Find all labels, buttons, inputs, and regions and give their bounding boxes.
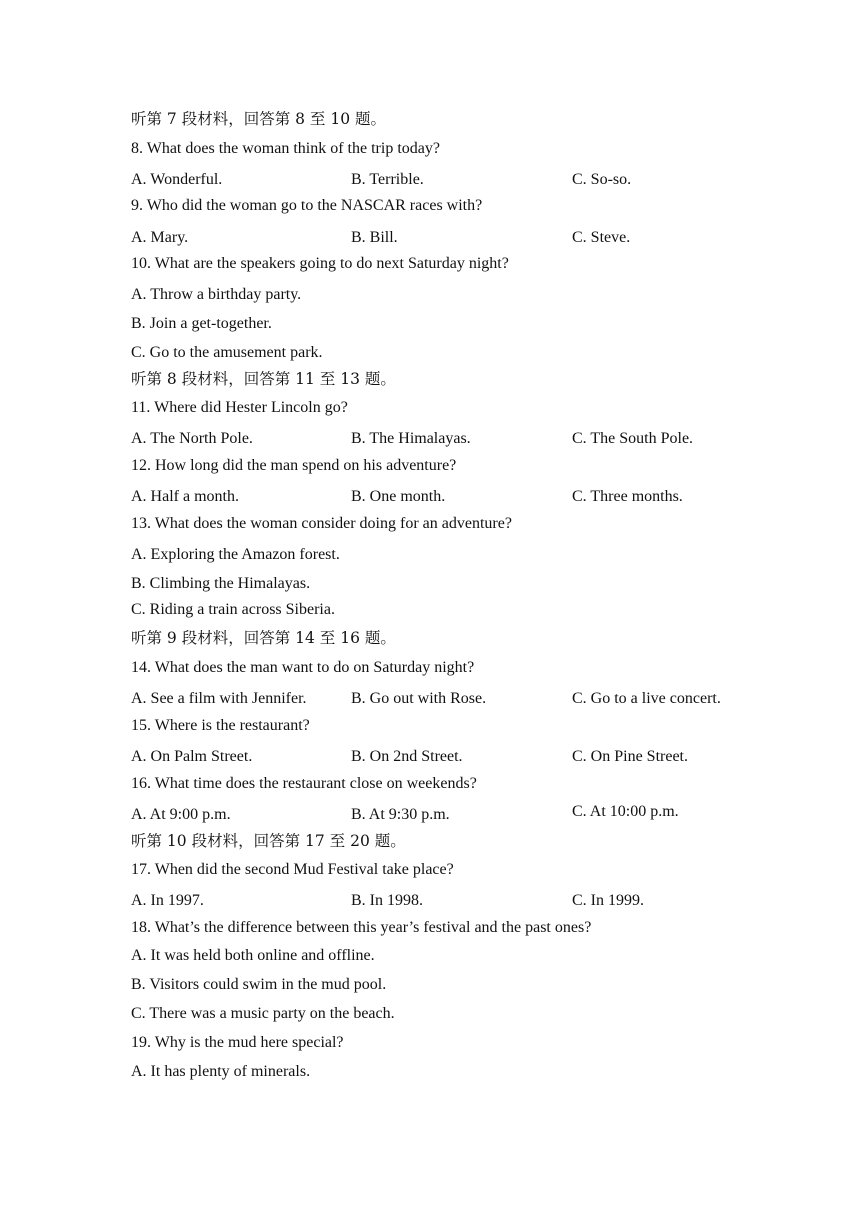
question-stem: 13. What does the woman consider doing for an adventure? [131, 515, 512, 532]
option-a: A. It was held both online and offline. [131, 947, 375, 964]
option-b: B. Climbing the Himalayas. [131, 575, 311, 592]
option-a: A. Half a month. [131, 488, 239, 505]
section-heading: 听第 9 段材料，回答第 14 至 16 题。 [131, 629, 396, 647]
question-stem: 8. What does the woman think of the trip today? [131, 140, 440, 157]
question-stem: 14. What does the man want to do on Saturday night? [131, 659, 475, 676]
option-c: C. Riding a train across Siberia. [131, 601, 335, 618]
question-stem: 18. What’s the difference between this year’s festival and the past ones? [131, 919, 592, 936]
option-a: A. Mary. [131, 229, 189, 246]
option-c: C. Steve. [572, 229, 631, 246]
question-stem: 10. What are the speakers going to do next Saturday night? [131, 255, 509, 272]
option-a: A. Throw a birthday party. [131, 286, 302, 303]
option-b: B. On 2nd Street. [351, 748, 463, 765]
option-b: B. Go out with Rose. [351, 690, 487, 707]
option-c: C. There was a music party on the beach. [131, 1005, 395, 1022]
question-stem: 19. Why is the mud here special? [131, 1034, 344, 1051]
option-b: B. Visitors could swim in the mud pool. [131, 976, 387, 993]
option-a: A. On Palm Street. [131, 748, 253, 765]
option-a: A. Wonderful. [131, 171, 223, 188]
option-a: A. In 1997. [131, 892, 204, 909]
section-heading: 听第 10 段材料，回答第 17 至 20 题。 [131, 832, 406, 850]
question-stem: 16. What time does the restaurant close on weekends? [131, 775, 477, 792]
question-stem: 12. How long did the man spend on his adventure? [131, 457, 457, 474]
question-stem: 15. Where is the restaurant? [131, 717, 310, 734]
option-a: A. The North Pole. [131, 430, 253, 447]
option-a: A. It has plenty of minerals. [131, 1063, 311, 1080]
option-c: C. Three months. [572, 488, 683, 505]
option-c: C. At 10:00 p.m. [572, 803, 679, 820]
option-c: C. On Pine Street. [572, 748, 688, 765]
section-heading: 听第 8 段材料，回答第 11 至 13 题。 [131, 370, 396, 388]
option-c: C. Go to a live concert. [572, 690, 721, 707]
option-b: B. Terrible. [351, 171, 424, 188]
option-c: C. Go to the amusement park. [131, 344, 323, 361]
option-b: B. At 9:30 p.m. [351, 806, 450, 823]
option-c: C. The South Pole. [572, 430, 694, 447]
option-b: B. In 1998. [351, 892, 423, 909]
option-b: B. One month. [351, 488, 446, 505]
option-b: B. The Himalayas. [351, 430, 471, 447]
question-stem: 17. When did the second Mud Festival take place? [131, 861, 454, 878]
option-c: C. In 1999. [572, 892, 644, 909]
option-b: B. Join a get-together. [131, 315, 272, 332]
section-heading: 听第 7 段材料，回答第 8 至 10 题。 [131, 110, 387, 128]
option-a: A. At 9:00 p.m. [131, 806, 231, 823]
question-stem: 11. Where did Hester Lincoln go? [131, 399, 348, 416]
question-stem: 9. Who did the woman go to the NASCAR races with? [131, 197, 483, 214]
option-a: A. See a film with Jennifer. [131, 690, 307, 707]
option-b: B. Bill. [351, 229, 398, 246]
option-a: A. Exploring the Amazon forest. [131, 546, 340, 563]
option-c: C. So-so. [572, 171, 632, 188]
